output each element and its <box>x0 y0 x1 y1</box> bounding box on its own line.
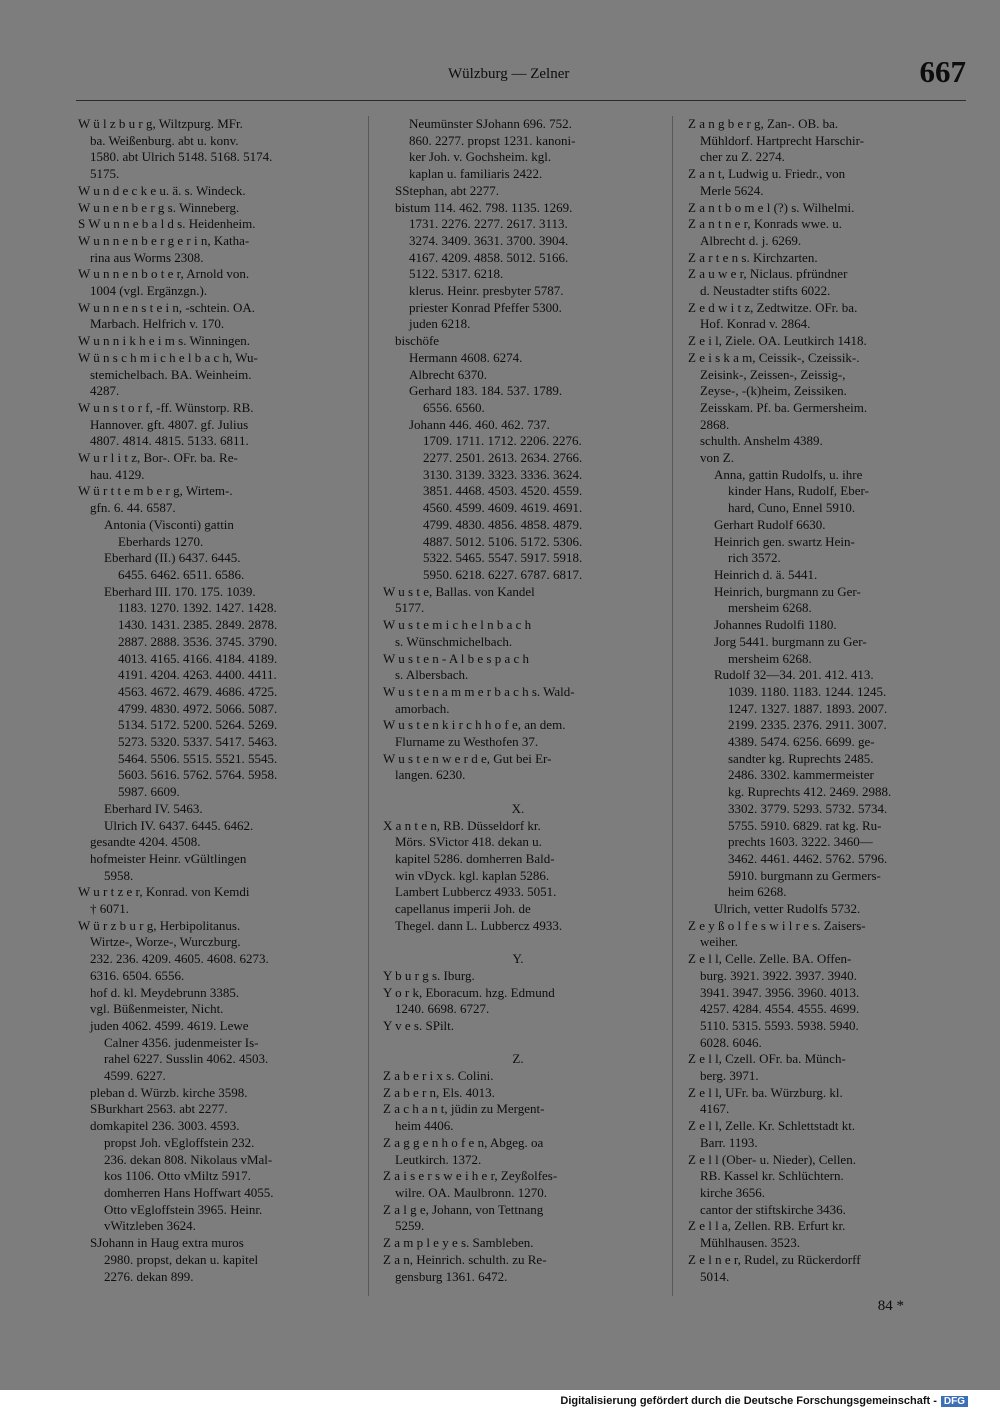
index-line: Y b u r g s. Iburg. <box>383 967 475 983</box>
index-line: 4287. <box>90 383 120 399</box>
section-letter: X. <box>511 800 525 816</box>
index-line: capellanus imperii Joh. de <box>395 901 531 917</box>
index-line: 6316. 6504. 6556. <box>90 967 185 983</box>
index-line: rich 3572. <box>728 550 781 566</box>
index-line: 5110. 5315. 5593. 5938. 5940. <box>700 1017 859 1033</box>
index-line: Jorg 5441. burgmann zu Ger- <box>714 633 867 649</box>
index-line: 2277. 2501. 2613. 2634. 2766. <box>423 450 583 466</box>
index-line: 5322. 5465. 5547. 5917. 5918. <box>423 550 583 566</box>
index-line: Zeisskam. Pf. ba. Germersheim. <box>700 399 868 415</box>
index-line: klerus. Heinr. presbyter 5787. <box>409 283 564 299</box>
index-line: amorbach. <box>395 700 450 716</box>
index-line: Z e l l, UFr. ba. Würzburg. kl. <box>688 1084 843 1100</box>
index-line: Eberhards 1270. <box>118 533 204 549</box>
index-line: Lambert Lubbercz 4933. 5051. <box>395 884 557 900</box>
index-line: s. Wünschmichelbach. <box>395 633 513 649</box>
index-line: 4563. 4672. 4679. 4686. 4725. <box>118 683 278 699</box>
index-line: mersheim 6268. <box>728 600 812 616</box>
index-line: 1430. 1431. 2385. 2849. 2878. <box>118 617 278 633</box>
index-line: Z e l n e r, Rudel, zu Rückerdorff <box>688 1251 861 1267</box>
index-line: Z a b e r i x s. Colini. <box>383 1068 494 1084</box>
index-line: Z e i l, Ziele. OA. Leutkirch 1418. <box>688 333 867 349</box>
index-line: Z a b e r n, Els. 4013. <box>383 1084 495 1100</box>
index-line: 5958. <box>104 867 134 883</box>
index-line: Johannes Rudolfi 1180. <box>714 617 837 633</box>
index-line: 4807. 4814. 4815. 5133. 6811. <box>90 433 249 449</box>
index-line: 3941. 3947. 3956. 3960. 4013. <box>700 984 860 1000</box>
index-line: Johann 446. 460. 462. 737. <box>409 416 550 432</box>
index-line: Anna, gattin Rudolfs, u. ihre <box>714 466 863 482</box>
index-line: rina aus Worms 2308. <box>90 249 204 265</box>
index-line: 2887. 2888. 3536. 3745. 3790. <box>118 633 278 649</box>
index-line: bischöfe <box>395 333 440 349</box>
index-line: hard, Cuno, Ennel 5910. <box>728 500 856 516</box>
index-line: W u s t e n k i r c h h o f e, an dem. <box>383 717 566 733</box>
index-line: 4599. 6227. <box>104 1068 166 1084</box>
index-line: Y o r k, Eboracum. hzg. Edmund <box>383 984 555 1000</box>
index-line: Z e l l, Czell. OFr. ba. Münch- <box>688 1051 846 1067</box>
index-line: langen. 6230. <box>395 767 466 783</box>
index-line: 5177. <box>395 600 425 616</box>
index-line: d. Neustadter stifts 6022. <box>700 283 831 299</box>
index-line: 3130. 3139. 3323. 3336. 3624. <box>423 466 583 482</box>
index-line: Z a r t e n s. Kirchzarten. <box>688 249 818 265</box>
dfg-logo: DFG <box>941 1396 968 1407</box>
index-line: Otto vEgloffstein 3965. Heinr. <box>104 1201 263 1217</box>
index-line: 5259. <box>395 1218 425 1234</box>
index-line: priester Konrad Pfeffer 5300. <box>409 299 562 315</box>
index-line: 4389. 5474. 6256. 6699. ge- <box>728 734 875 750</box>
index-line: SBurkhart 2563. abt 2277. <box>90 1101 228 1117</box>
index-line: vgl. Büßenmeister, Nicht. <box>90 1001 224 1017</box>
index-line: 2486. 3302. kammermeister <box>728 767 874 783</box>
section-letter: Z. <box>512 1051 524 1067</box>
index-line: SStephan, abt 2277. <box>395 182 499 198</box>
index-line: 5122. 5317. 6218. <box>409 266 504 282</box>
index-line: Y v e s. SPilt. <box>383 1017 455 1033</box>
index-line: Z e l l (Ober- u. Nieder), Cellen. <box>688 1151 856 1167</box>
index-line: 1183. 1270. 1392. 1427. 1428. <box>118 600 277 616</box>
index-line: win vDyck. kgl. kaplan 5286. <box>395 867 550 883</box>
column-middle <box>383 116 653 1285</box>
index-line: von Z. <box>700 450 734 466</box>
index-line: W u s t e, Ballas. von Kandel <box>383 583 535 599</box>
index-line: SJohann in Haug extra muros <box>90 1235 244 1251</box>
index-line: Mühldorf. Hartprecht Harschir- <box>700 132 864 148</box>
index-line: X a n t e n, RB. Düsseldorf kr. <box>383 817 541 833</box>
index-line: 4887. 5012. 5106. 5172. 5306. <box>423 533 583 549</box>
index-line: 4799. 4830. 4972. 5066. 5087. <box>118 700 278 716</box>
index-line: juden 4062. 4599. 4619. Lewe <box>90 1017 249 1033</box>
index-line: Z a n, Heinrich. schulth. zu Re- <box>383 1251 547 1267</box>
index-line: Antonia (Visconti) gattin <box>104 516 234 532</box>
index-line: W u n s t o r f, -ff. Wünstorp. RB. <box>78 399 254 415</box>
index-line: RB. Kassel kr. Schlüchtern. <box>700 1168 844 1184</box>
credit-text: Digitalisierung gefördert durch die Deutsche Forschungsgemeinschaft - <box>560 1395 937 1407</box>
index-line: 6556. 6560. <box>423 399 485 415</box>
index-line: W u r l i t z, Bor-. OFr. ba. Re- <box>78 450 238 466</box>
index-line: W u r t z e r, Konrad. von Kemdi <box>78 884 250 900</box>
index-line: 1240. 6698. 6727. <box>395 1001 490 1017</box>
index-line: Mörs. SVictor 418. dekan u. <box>395 834 542 850</box>
index-line: 5134. 5172. 5200. 5264. 5269. <box>118 717 278 733</box>
index-line: hof d. kl. Meydebrunn 3385. <box>90 984 240 1000</box>
index-line: 1709. 1711. 1712. 2206. 2276. <box>423 433 582 449</box>
index-line: schulth. Anshelm 4389. <box>700 433 823 449</box>
index-line: rahel 6227. Susslin 4062. 4503. <box>104 1051 269 1067</box>
index-line: W u n n e n b e r g e r i n, Katha- <box>78 232 250 248</box>
index-line: hofmeister Heinr. vGültlingen <box>90 850 247 866</box>
index-line: 6455. 6462. 6511. 6586. <box>118 566 245 582</box>
column-left <box>78 116 348 1285</box>
index-line: W u s t e n a m m e r b a c h s. Wald- <box>383 683 575 699</box>
index-line: wilre. OA. Maulbronn. 1270. <box>395 1185 548 1200</box>
index-line: 1247. 1327. 1887. 1893. 2007. <box>728 700 888 716</box>
index-line: propst Joh. vEgloffstein 232. <box>104 1134 255 1150</box>
index-line: prechts 1603. 3222. 3460— <box>728 834 873 850</box>
index-line: W u s t e n - A l b e s p a c h <box>383 650 529 666</box>
funding-credit <box>560 1395 968 1407</box>
index-line: kirche 3656. <box>700 1185 765 1200</box>
index-line: W u n n e n s t e i n, -schtein. OA. <box>78 299 256 315</box>
index-line: Marbach. Helfrich v. 170. <box>90 316 225 332</box>
index-line: 4167. <box>700 1101 730 1117</box>
index-line: Z a l g e, Johann, von Tettnang <box>383 1201 544 1217</box>
index-line: Z e d w i t z, Zedtwitze. OFr. ba. <box>688 299 858 315</box>
index-line: domherren Hans Hoffwart 4055. <box>104 1185 274 1200</box>
index-line: gensburg 1361. 6472. <box>395 1268 508 1284</box>
index-line: Hof. Konrad v. 2864. <box>700 316 811 332</box>
column-right <box>688 116 966 1285</box>
column-divider <box>672 116 673 1296</box>
index-line: W u n n i k h e i m s. Winningen. <box>78 333 250 349</box>
running-title: Wülzburg — Zelner <box>448 66 570 82</box>
page-number: 667 <box>919 54 966 89</box>
index-line: Albrecht 6370. <box>409 366 487 382</box>
index-line: Flurname zu Westhofen 37. <box>395 734 539 750</box>
index-line: 3302. 3779. 5293. 5732. 5734. <box>728 800 888 816</box>
index-line: Z a n g b e r g, Zan-. OB. ba. <box>688 116 839 131</box>
index-line: 5014. <box>700 1268 730 1284</box>
index-line: heim 4406. <box>395 1118 454 1134</box>
index-line: Mühlhausen. 3523. <box>700 1235 801 1251</box>
index-line: kos 1106. Otto vMiltz 5917. <box>104 1168 251 1184</box>
index-line: Leutkirch. 1372. <box>395 1151 482 1167</box>
index-line: kaplan u. familiaris 2422. <box>409 166 543 182</box>
index-line: 1580. abt Ulrich 5148. 5168. 5174. <box>90 149 273 165</box>
index-line: mersheim 6268. <box>728 650 812 666</box>
index-line: W ü l z b u r g, Wiltzpurg. MFr. <box>78 116 243 131</box>
index-line: 3274. 3409. 3631. 3700. 3904. <box>409 232 569 248</box>
index-line: cher zu Z. 2274. <box>700 149 785 165</box>
index-line: Zeyse-, -(k)heim, Zeissiken. <box>700 383 847 399</box>
index-line: burg. 3921. 3922. 3937. 3940. <box>700 967 857 983</box>
index-line: berg. 3971. <box>700 1068 759 1084</box>
index-line: stemichelbach. BA. Weinheim. <box>90 366 252 382</box>
index-line: 4799. 4830. 4856. 4858. 4879. <box>423 516 583 532</box>
index-line: 5464. 5506. 5515. 5521. 5545. <box>118 750 278 766</box>
index-line: W ü r z b u r g, Herbipolitanus. <box>78 917 241 933</box>
index-line: gfn. 6. 44. 6587. <box>90 500 176 516</box>
index-line: Eberhard IV. 5463. <box>104 800 203 816</box>
index-line: juden 6218. <box>409 316 471 332</box>
index-line: 4191. 4204. 4263. 4400. 4411. <box>118 667 277 683</box>
index-line: 4167. 4209. 4858. 5012. 5166. <box>409 249 569 265</box>
index-line: Z e i s k a m, Ceissik-, Czeissik-. <box>688 349 860 365</box>
index-line: 5175. <box>90 166 120 182</box>
index-line: ba. Weißenburg. abt u. konv. <box>90 132 239 148</box>
signature-mark: 84 * <box>877 1298 904 1314</box>
index-line: 5755. 5910. 6829. rat kg. Ru- <box>728 817 882 833</box>
index-line: 3851. 4468. 4503. 4520. 4559. <box>423 483 583 499</box>
index-line: Z a n t b o m e l (?) s. Wilhelmi. <box>688 199 855 215</box>
section-letter: Y. <box>512 951 524 967</box>
index-line: kapitel 5286. domherren Bald- <box>395 850 555 866</box>
index-line: hau. 4129. <box>90 466 145 482</box>
index-line: 5950. 6218. 6227. 6787. 6817. <box>423 566 583 582</box>
index-line: 1731. 2276. 2277. 2617. 3113. <box>409 216 568 232</box>
index-line: W ü r t t e m b e r g, Wirtem-. <box>78 483 233 499</box>
index-line: Z e l l, Celle. Zelle. BA. Offen- <box>688 951 852 967</box>
index-line: 4013. 4165. 4166. 4184. 4189. <box>118 650 278 666</box>
header-rule <box>76 100 966 101</box>
index-line: Eberhard (II.) 6437. 6445. <box>104 550 241 566</box>
index-line: 236. dekan 808. Nikolaus vMal- <box>104 1151 273 1167</box>
index-line: kinder Hans, Rudolf, Eber- <box>728 483 869 499</box>
index-line: Z a g g e n h o f e n, Abgeg. oa <box>383 1134 544 1150</box>
index-line: 4257. 4284. 4554. 4555. 4699. <box>700 1001 860 1017</box>
column-divider <box>368 116 369 1296</box>
index-line: Heinrich d. ä. 5441. <box>714 566 818 582</box>
index-line: Eberhard III. 170. 175. 1039. <box>104 583 256 599</box>
section-letter <box>383 1035 653 1052</box>
index-line: 5273. 5320. 5337. 5417. 5463. <box>118 734 278 750</box>
index-line: Z a m p l e y e s. Sambleben. <box>383 1235 534 1251</box>
index-line: Thegel. dann L. Lubbercz 4933. <box>395 917 563 933</box>
index-line: Neumünster SJohann 696. 752. <box>409 116 572 131</box>
index-line: W u s t e n w e r d e, Gut bei Er- <box>383 750 552 766</box>
index-line: bistum 114. 462. 798. 1135. 1269. <box>395 199 573 215</box>
index-line: Z e l l, Zelle. Kr. Schlettstadt kt. <box>688 1118 856 1134</box>
index-line: W u s t e m i c h e l n b a c h <box>383 617 532 633</box>
index-line: 2868. <box>700 416 730 432</box>
index-line: Z a c h a n t, jüdin zu Mergent- <box>383 1101 545 1117</box>
index-line: 2980. propst, dekan u. kapitel <box>104 1251 259 1267</box>
index-line: 2199. 2335. 2376. 2911. 3007. <box>728 717 887 733</box>
index-line: gesandte 4204. 4508. <box>90 834 201 850</box>
index-line: Merle 5624. <box>700 182 764 198</box>
index-line: domkapitel 236. 3003. 4593. <box>90 1118 240 1134</box>
index-line: Gerhard 183. 184. 537. 1789. <box>409 383 563 399</box>
index-line: Z e l l a, Zellen. RB. Erfurt kr. <box>688 1218 846 1234</box>
index-line: 232. 236. 4209. 4605. 4608. 6273. <box>90 951 269 967</box>
index-line: 860. 2277. propst 1231. kanoni- <box>409 132 576 148</box>
index-line: Zeisink-, Zeissen-, Zeissig-, <box>700 366 846 382</box>
index-line: 5910. burgmann zu Germers- <box>728 867 881 883</box>
index-line: Heinrich, burgmann zu Ger- <box>714 583 861 599</box>
index-line: Heinrich gen. swartz Hein- <box>714 533 855 549</box>
index-line: cantor der stiftskirche 3436. <box>700 1201 846 1217</box>
index-line: Wirtze-, Worze-, Wurczburg. <box>90 934 241 950</box>
index-line: 3462. 4461. 4462. 5762. 5796. <box>728 850 888 866</box>
index-line: Gerhart Rudolf 6630. <box>714 516 826 532</box>
index-line: Z e y ß o l f e s w i l r e s. Zaisers- <box>688 917 866 933</box>
index-line: W u n d e c k e u. ä. s. Windeck. <box>78 182 246 198</box>
section-letter <box>383 934 653 951</box>
index-line: Hermann 4608. 6274. <box>409 349 523 365</box>
index-line: sandter kg. Ruprechts 2485. <box>728 750 874 766</box>
index-line: W u n n e n b o t e r, Arnold von. <box>78 266 250 282</box>
index-line: Barr. 1193. <box>700 1134 758 1150</box>
index-line: pleban d. Würzb. kirche 3598. <box>90 1084 248 1100</box>
index-line: 1004 (vgl. Ergänzgn.). <box>90 283 208 299</box>
index-line: Calner 4356. judenmeister Is- <box>104 1034 259 1050</box>
index-line: weiher. <box>700 934 738 950</box>
index-line: 1039. 1180. 1183. 1244. 1245. <box>728 683 887 699</box>
index-line: Ulrich IV. 6437. 6445. 6462. <box>104 817 254 833</box>
index-line: Z a i s e r s w e i h e r, Zeyßolfes- <box>383 1168 558 1184</box>
index-line: S W u n n e b a l d s. Heidenheim. <box>78 216 256 232</box>
index-line: s. Albersbach. <box>395 667 469 683</box>
index-line: W ü n s c h m i c h e l b a c h, Wu- <box>78 349 258 365</box>
index-line: W u n e n b e r g s. Winneberg. <box>78 199 240 215</box>
index-line: vWitzleben 3624. <box>104 1218 196 1234</box>
section-letter <box>383 784 653 801</box>
index-line: Hannover. gft. 4807. gf. Julius <box>90 416 249 432</box>
index-line: 5603. 5616. 5762. 5764. 5958. <box>118 767 278 783</box>
index-line: 6028. 6046. <box>700 1034 762 1050</box>
index-line: Z a u w e r, Niclaus. pfründner <box>688 266 848 282</box>
index-line: ker Joh. v. Gochsheim. kgl. <box>409 149 552 165</box>
index-line: 4560. 4599. 4609. 4619. 4691. <box>423 500 583 516</box>
index-line: 2276. dekan 899. <box>104 1268 194 1284</box>
index-line: Ulrich, vetter Rudolfs 5732. <box>714 901 861 917</box>
index-line: 5987. 6609. <box>118 784 180 800</box>
index-line: kg. Ruprechts 412. 2469. 2988. <box>728 784 892 800</box>
index-line: Z a n t n e r, Konrads wwe. u. <box>688 216 842 232</box>
index-line: Z a n t, Ludwig u. Friedr., von <box>688 166 846 182</box>
index-line: heim 6268. <box>728 884 787 900</box>
index-line: † 6071. <box>90 901 129 917</box>
index-line: Albrecht d. j. 6269. <box>700 232 802 248</box>
index-line: Rudolf 32—34. 201. 412. 413. <box>714 667 874 683</box>
